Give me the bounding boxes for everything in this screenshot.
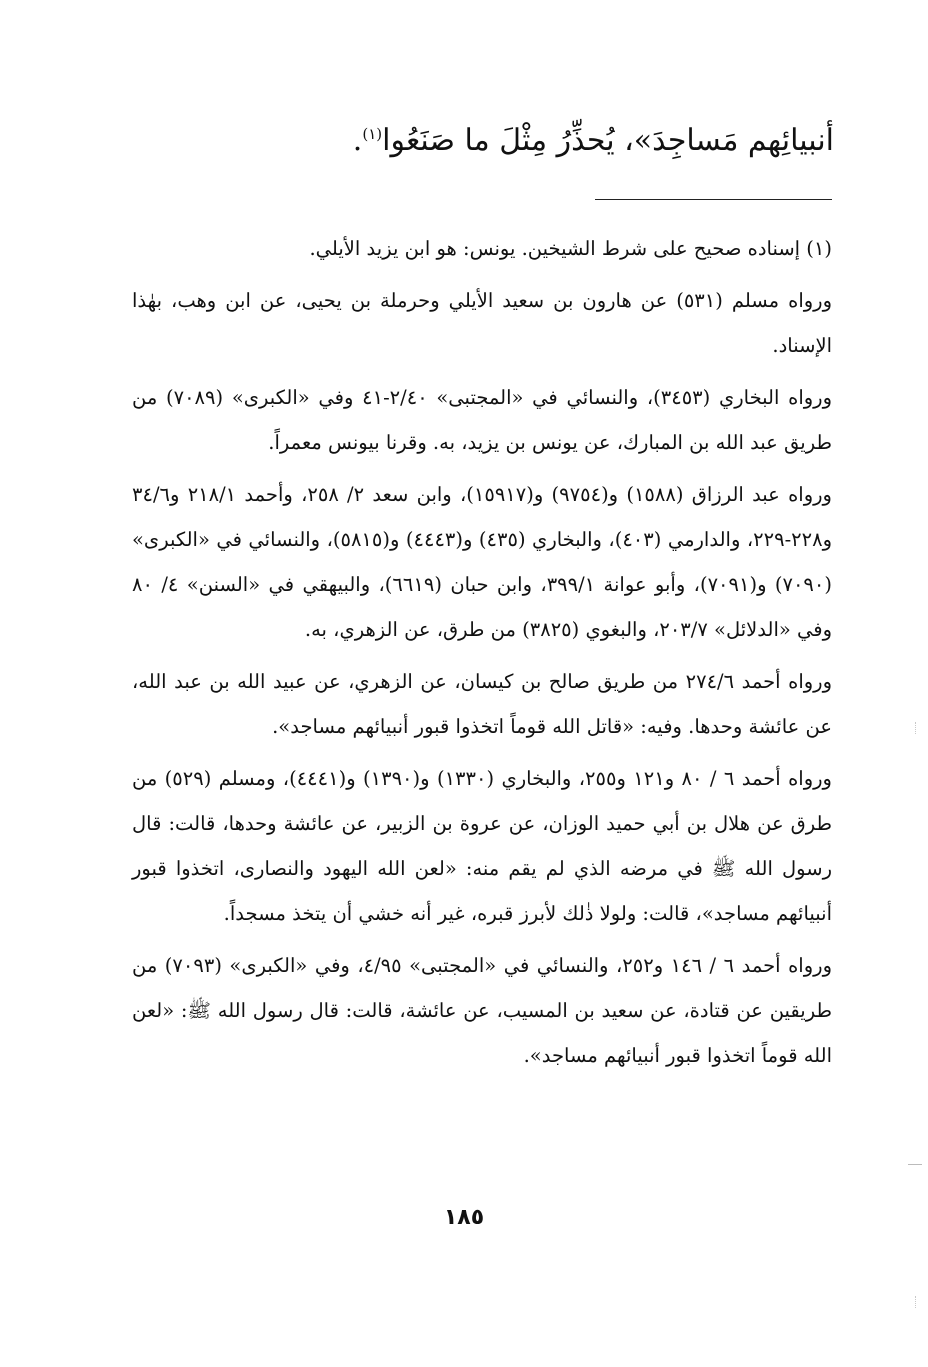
footnotes-section — [132, 226, 832, 1085]
footnote-paragraph: (١) إسناده صحيح على شرط الشيخين. يونس: هو ابن يزيد الأيلي. — [309, 237, 832, 260]
footnote-paragraph: ورواه أحمد ٢٧٤/٦ من طريق صالح بن كيسان، عن الزهري، عن عبيد الله بن عبد الله، عن عائشة وحدها. وفيه: «قاتل الله قوماً اتخذوا قبور أنبيائهم مساجد». — [132, 670, 832, 738]
scan-edge-mark — [908, 1164, 922, 1165]
scan-speck — [915, 1296, 920, 1308]
footnote-paragraph: ورواه مسلم (٥٣١) عن هارون بن سعيد الأيلي وحرملة بن يحيى، عن ابن وهب، بهٰذا الإسناد. — [132, 289, 832, 357]
footnote-paragraph: ورواه عبد الرزاق (١٥٨٨) و(٩٧٥٤) و(١٥٩١٧)، وابن سعد ٢/ ٢٥٨، وأحمد ٢١٨/١ و٣٤/٦ و٢٢٨-٢٢٩، والدارمي (٤٠٣)، والبخاري (٤٣٥) و(٤٤٤٣) و(٥٨١٥)، والنسائي في «الكبرى» (٧٠٩٠) و(٧٠٩١)، وأبو عوانة ٣٩٩/١، وابن حبان (٦٦١٩)، والبيهقي في «السنن» ٤/ ٨٠ وفي «الدلائل» ٢٠٣/٧، والبغوي (٣٨٢٥) من طرق، عن الزهري، به. — [132, 483, 832, 641]
footnote-separator — [595, 199, 832, 200]
footnote-paragraph: ورواه البخاري (٣٤٥٣)، والنسائي في «المجتبى» ٢/٤٠-٤١ وفي «الكبرى» (٧٠٨٩) من طريق عبد الله بن المبارك، عن يونس بن يزيد، به. وقرنا بيونس معمراً. — [132, 386, 833, 454]
main-text: أنبيائِهم مَساجِدَ»، يُحذِّرُ مِثْلَ ما صَنَعُوا — [382, 123, 834, 158]
footnote-reference: (١) — [362, 125, 383, 143]
main-text-line: أنبيائِهم مَساجِدَ»، يُحذِّرُ مِثْلَ ما صَنَعُوا$^{(١)}$. — [352, 123, 834, 158]
scan-speck — [915, 722, 920, 734]
footnote-paragraph: ورواه أحمد ٦ / ٨٠ و١٢١ و٢٥٥، والبخاري (١٣٣٠) و(١٣٩٠) و(٤٤٤١)، ومسلم (٥٢٩) من طرق عن هلال بن أبي حميد الوزان، عن عروة بن الزبير، عن عائشة وحدها، قالت: قال رسول الله ﷺ في مرضه الذي لم يقم منه: «لعن الله اليهود والنصارى، اتخذوا قبور أنبيائهم مساجد»، قالت: ولولا ذٰلك لأبرز قبره، غير أنه خشي أن يتخذ مسجداً. — [132, 767, 832, 925]
footnote-paragraph: ورواه أحمد ٦ / ١٤٦ و٢٥٢، والنسائي في «المجتبى» ٤/٩٥، وفي «الكبرى» (٧٠٩٣) من طريقين عن قتادة، عن سعيد بن المسيب، عن عائشة، قالت: قال رسول الله ﷺ: «لعن الله قوماً اتخذوا قبور أنبيائهم مساجد». — [132, 954, 832, 1067]
page-number: ١٨٥ — [443, 1205, 485, 1230]
